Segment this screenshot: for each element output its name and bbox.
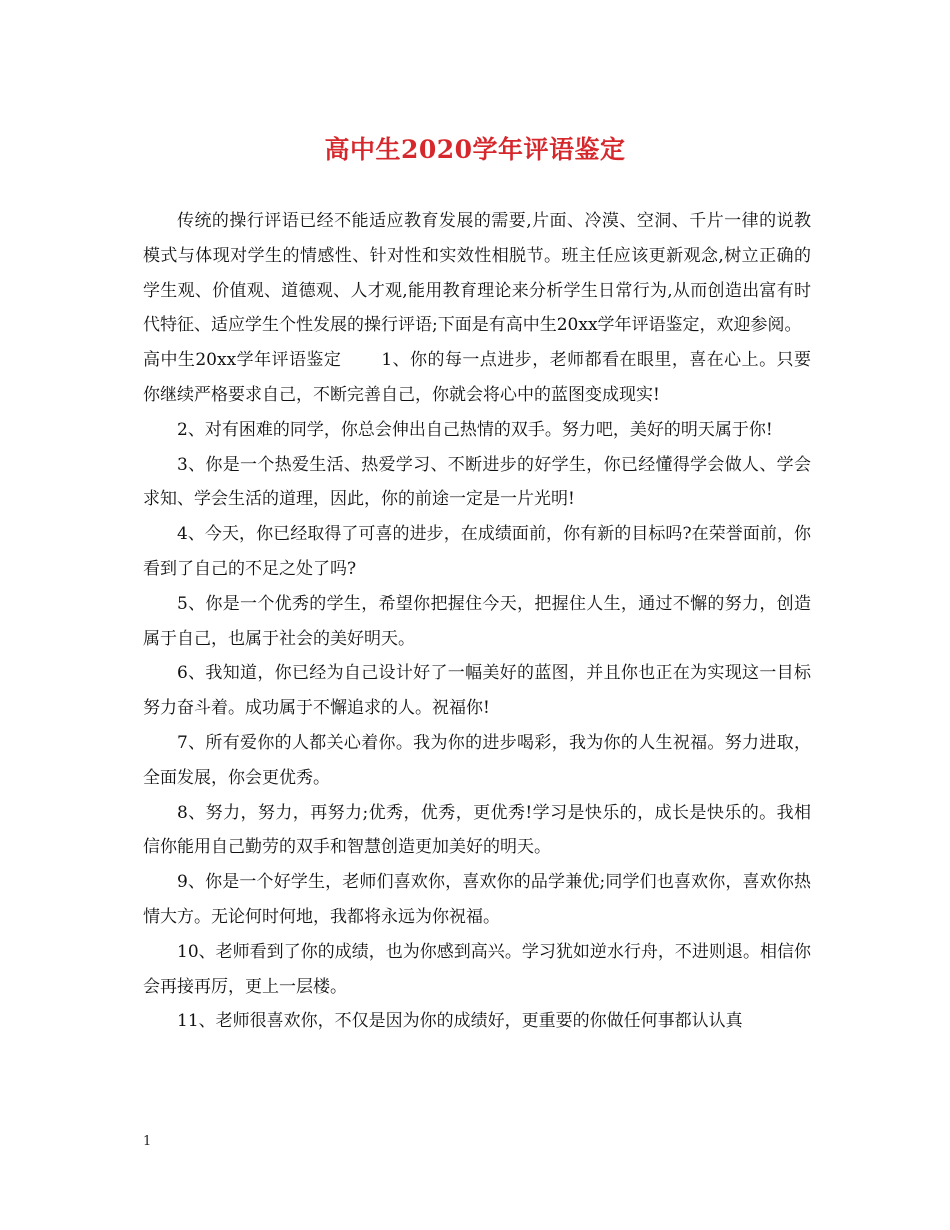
comment-item-9: 9、你是一个好学生，老师们喜欢你，喜欢你的品学兼优;同学们也喜欢你，喜欢你热情大方。无论何时何地，我都将永远为你祝福。	[143, 872, 811, 927]
comment-item-1: 1、你的每一点进步，老师都看在眼里，喜在心上。只要你继续严格要求自己，不断完善自己，你就会将心中的蓝图变成现实!	[143, 350, 811, 405]
intro-paragraph: 传统的操行评语已经不能适应教育发展的需要,片面、冷漠、空洞、千片一律的说教模式与体现对学生的情感性、针对性和实效性相脱节。班主任应该更新观念,树立正确的学生观、价值观、道德观、人才观,能用教育理论来分析学生日常行为,从而创造出富有时代特征、适应学生个性发展的操行评语;下面是有高中生20xx学年评语鉴定，欢迎参阅。	[143, 211, 811, 336]
comment-item-7: 7、所有爱你的人都关心着你。我为你的进步喝彩，我为你的人生祝福。努力进取，全面发展，你会更优秀。	[143, 732, 811, 788]
section-heading: 高中生20xx学年评语鉴定	[143, 350, 342, 371]
comment-item-4: 4、今天，你已经取得了可喜的进步，在成绩面前，你有新的目标吗?在荣誉面前，你看到了自己的不足之处了吗?	[143, 524, 811, 579]
comment-item-3: 3、你是一个热爱生活、热爱学习、不断进步的好学生，你已经懂得学会做人、学会求知、学会生活的道理，因此，你的前途一定是一片光明!	[143, 454, 811, 510]
page-number: 1	[143, 1134, 152, 1149]
comment-item-2: 2、对有困难的同学，你总会伸出自己热情的双手。努力吧，美好的明天属于你!	[177, 419, 773, 440]
comment-item-8: 8、努力，努力，再努力;优秀，优秀，更优秀!学习是快乐的，成长是快乐的。我相信你能用自己勤劳的双手和智慧创造更加美好的明天。	[143, 802, 811, 858]
document-title: 高中生2020学年评语鉴定	[324, 135, 626, 164]
comment-item-6: 6、我知道，你已经为自己设计好了一幅美好的蓝图，并且你也正在为实现这一目标努力奋斗着。成功属于不懈追求的人。祝福你!	[143, 663, 811, 719]
comment-item-5: 5、你是一个优秀的学生，希望你把握住今天，把握住人生，通过不懈的努力，创造属于自己，也属于社会的美好明天。	[143, 593, 811, 649]
comment-item-11: 11、老师很喜欢你，不仅是因为你的成绩好，更重要的你做任何事都认认真	[177, 1011, 743, 1032]
comment-item-10: 10、老师看到了你的成绩，也为你感到高兴。学习犹如逆水行舟，不进则退。相信你会再接再厉，更上一层楼。	[143, 941, 811, 997]
section-line	[143, 343, 811, 413]
document-body	[143, 204, 811, 1039]
